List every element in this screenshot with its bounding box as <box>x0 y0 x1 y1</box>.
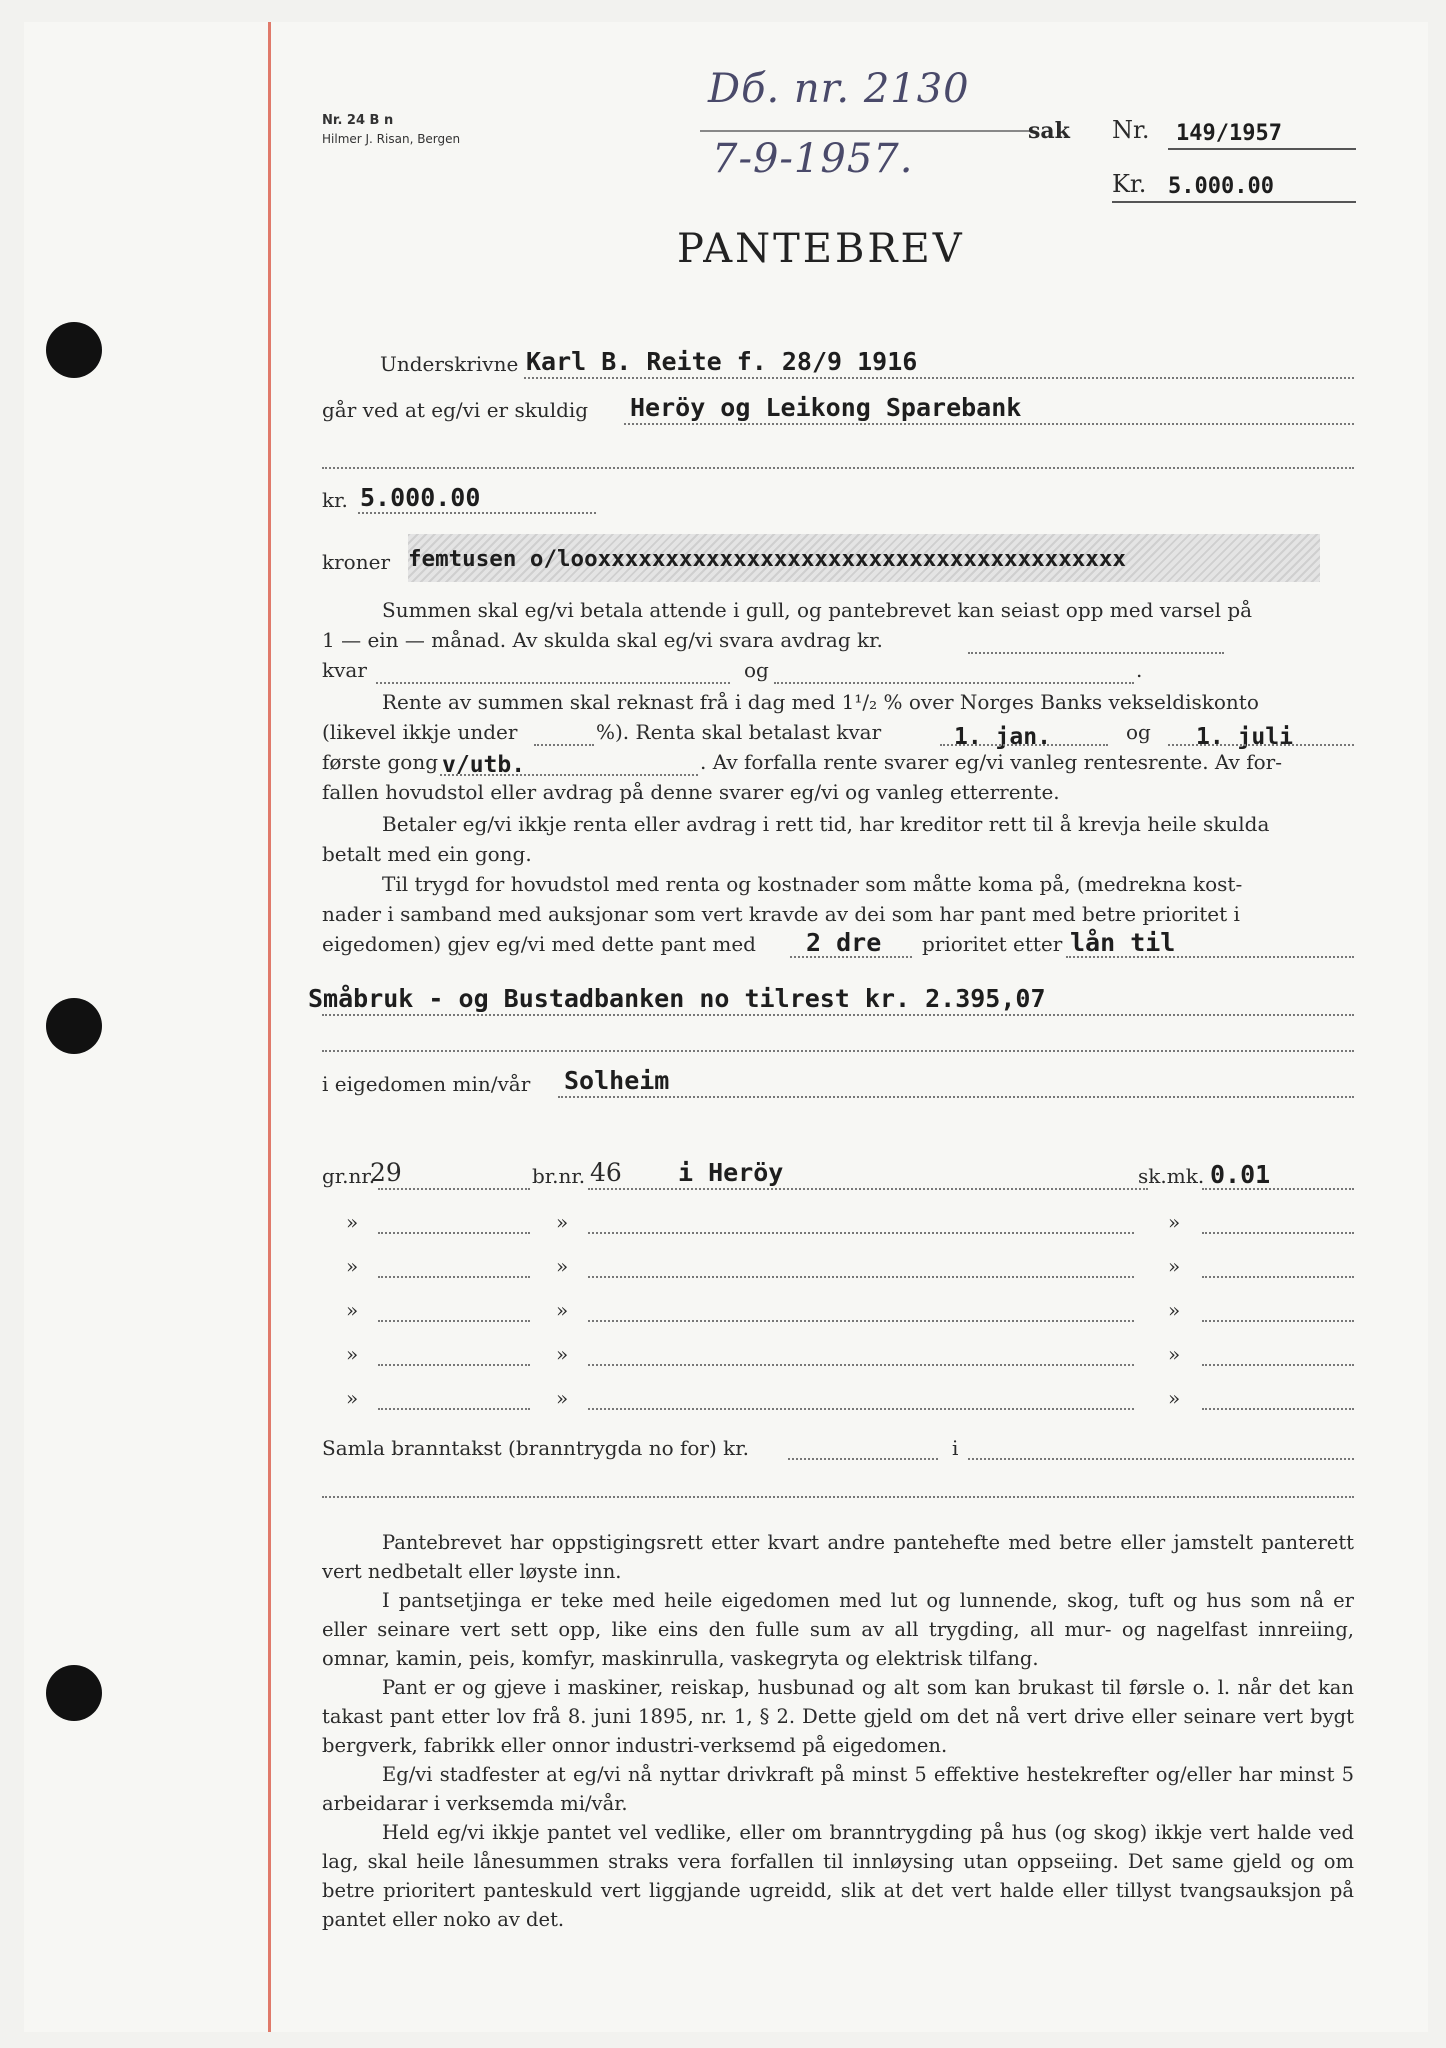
betaler-line-2: betalt med ein gong. <box>322 842 532 866</box>
case-kr-value: 5.000.00 <box>1168 174 1274 199</box>
amount-kr-value: 5.000.00 <box>360 483 481 512</box>
ditto-rule <box>1202 1364 1354 1366</box>
amount-kr-label: kr. <box>322 488 348 512</box>
ditto-mark: » <box>346 1254 359 1278</box>
ditto-rule <box>1202 1232 1354 1234</box>
underskrivne-value: Karl B. Reite f. 28/9 1916 <box>526 347 918 376</box>
ditto-mark: » <box>1168 1342 1181 1366</box>
skmk-rule <box>1202 1188 1354 1190</box>
avdrag-rule <box>968 652 1224 654</box>
case-kr-label: Kr. <box>1112 170 1147 198</box>
ditto-mark: » <box>1168 1254 1181 1278</box>
ditto-rule <box>588 1408 1134 1410</box>
paragraph-oppstigingsrett: Pantebrevet har oppstigingsrett etter kvart andre pantehefte med betre eller jamstelt panterett vert nedbetalt eller løyste inn. <box>322 1531 1354 1583</box>
kvar-rule <box>376 682 730 684</box>
printer-name: Hilmer J. Risan, Bergen <box>322 132 461 146</box>
og-label: og <box>744 658 769 682</box>
ditto-rule <box>588 1320 1134 1322</box>
interest-date-2-rule <box>1168 744 1354 746</box>
creditor-value: Heröy og Leikong Sparebank <box>630 393 1022 422</box>
ditto-rule <box>378 1364 530 1366</box>
ditto-rule <box>1202 1408 1354 1410</box>
ditto-mark: » <box>556 1210 569 1234</box>
underskrivne-label: Underskrivne <box>380 352 519 376</box>
branntakst-place-rule <box>968 1458 1354 1460</box>
ditto-rule <box>378 1276 530 1278</box>
punch-hole-bottom <box>46 1665 102 1721</box>
ditto-rule <box>588 1232 1134 1234</box>
paragraph-vedlikehald: Held eg/vi ikkje pantet vel vedlike, eller om branntrygding på hus (og skog) ikkje vert halde ved lag, skal heile lånesummen straks vera forfallen til innløysing utan oppseiing. Det same gjeld og om betre prioritert panteskuld vert liggjande ugreidd, slik at det vert halde eller tillyst tvangsauksjon på pantet eller noko av det. <box>322 1821 1354 1931</box>
branntakst-rule <box>788 1458 938 1460</box>
ditto-mark: » <box>346 1342 359 1366</box>
ditto-rule <box>1202 1276 1354 1278</box>
ditto-mark: » <box>1168 1298 1181 1322</box>
prioritet-after: lån til <box>1070 928 1176 957</box>
case-kr-rule <box>1112 201 1356 203</box>
kvar-label: kvar <box>322 658 367 682</box>
margin-line <box>268 22 271 2032</box>
interest-date-1-rule <box>940 744 1108 746</box>
ditto-rule <box>1202 1320 1354 1322</box>
grnr-value: 29 <box>370 1158 402 1187</box>
grnr-rule <box>378 1188 530 1190</box>
rente-line-2a: (likevel ikkje under <box>322 720 518 744</box>
interest-date-1: 1. jan. <box>954 724 1051 750</box>
brnr-rule <box>588 1188 1148 1190</box>
terms-line-1: Summen skal eg/vi betala attende i gull, og pantebrevet kan seiast opp med varsel på <box>382 598 1253 622</box>
place-value: i Heröy <box>678 1158 784 1187</box>
forfallen-line: fallen hovudstol eller avdrag på denne svarer eg/vi og vanleg etterrente. <box>322 780 1060 804</box>
branntakst-i: i <box>952 1436 959 1460</box>
ditto-mark: » <box>1168 1210 1181 1234</box>
minimum-rate-rule <box>534 744 594 746</box>
ditto-mark: » <box>556 1342 569 1366</box>
form-code: Nr. 24 B n <box>322 113 394 128</box>
brnr-value: 46 <box>590 1158 622 1187</box>
ditto-mark: » <box>346 1210 359 1234</box>
skuldig-label: går ved at eg/vi er skuldig <box>322 398 589 422</box>
forste-rest: . Av forfalla rente svarer eg/vi vanleg rentesrente. Av for- <box>700 750 1282 774</box>
ditto-mark: » <box>556 1298 569 1322</box>
paragraph-maskiner: Pant er og gjeve i maskiner, reiskap, husbunad og alt som kan brukast til førsle o. l. når det kan takast pant etter lov frå 8. juni 1895, nr. 1, § 2. Dette gjeld om det nå vert drive eller seinare vert bygt bergverk, fabrikk eller onnor industri-verksemd på eigedomen. <box>322 1676 1354 1757</box>
paragraph-drivkraft: Eg/vi stadfester at eg/vi nå nyttar drivkraft på minst 5 effektive hestekrefter og/eller har minst 5 arbeidarar i verksemda mi/vår. <box>322 1763 1354 1815</box>
eigedom-value: Solheim <box>564 1066 670 1095</box>
branntakst-rule-2 <box>322 1496 1354 1498</box>
legal-text <box>322 1528 1354 1934</box>
eigedom-label: i eigedomen min/vår <box>322 1072 531 1096</box>
prioritet-label: prioritet etter <box>922 932 1063 956</box>
og-rule <box>774 682 1134 684</box>
kroner-value: femtusen o/looxxxxxxxxxxxxxxxxxxxxxxxxxxxxxxxxxxxxxxx <box>408 546 1126 572</box>
trygd-line-3: eigedomen) gjev eg/vi med dette pant med <box>322 932 756 956</box>
dagbok-rule <box>700 130 1030 132</box>
prioritet-rule <box>790 956 912 958</box>
brnr-label: br.nr. <box>532 1164 586 1188</box>
underskrivne-rule <box>524 377 1354 379</box>
eigedom-rule <box>558 1096 1354 1098</box>
handwritten-date: 7-9-1957. <box>712 136 914 182</box>
forste-value: v/utb. <box>442 752 526 778</box>
document-title: PANTEBREV <box>677 226 965 272</box>
terms-line-2: 1 — ein — månad. Av skulda skal eg/vi svara avdrag kr. <box>322 628 883 652</box>
grnr-label: gr.nr. <box>322 1164 376 1188</box>
punch-hole-middle <box>46 998 102 1054</box>
case-nr-label: Nr. <box>1112 116 1150 144</box>
handwritten-dagbok-number: Dб. nr. 2130 <box>708 66 970 112</box>
trygd-line-2: nader i samband med auksjonar som vert kravde av dei som har pant med betre prioritet i <box>322 902 1240 926</box>
forste-label: første gong <box>322 750 439 774</box>
ditto-mark: » <box>346 1298 359 1322</box>
ditto-mark: » <box>556 1254 569 1278</box>
ditto-mark: » <box>346 1386 359 1410</box>
skmk-label: sk.mk. <box>1138 1164 1205 1188</box>
ditto-rule <box>588 1364 1134 1366</box>
prioritet-line-2: Småbruk - og Bustadbanken no tilrest kr. 2.395,07 <box>308 984 1046 1013</box>
prioritet-line-3-rule <box>322 1050 1354 1052</box>
sak-label: sak <box>1028 118 1070 144</box>
betaler-line-1: Betaler eg/vi ikkje renta eller avdrag i rett tid, har kreditor rett til å krevja heile skulda <box>382 812 1270 836</box>
period-mark: . <box>1136 658 1143 682</box>
prioritet-after-rule <box>1066 956 1354 958</box>
forste-rule <box>440 774 698 776</box>
rente-line-1: Rente av summen skal reknast frå i dag med 1¹/₂ % over Norges Banks vekseldiskonto <box>382 690 1259 714</box>
ditto-mark: » <box>556 1386 569 1410</box>
creditor-rule-2 <box>322 467 1354 469</box>
kroner-label: kroner <box>322 550 390 574</box>
prioritet-line-2-rule <box>322 1014 1354 1016</box>
skmk-value: 0.01 <box>1210 1160 1271 1189</box>
interest-date-2: 1. juli <box>1196 724 1293 750</box>
ditto-rule <box>378 1408 530 1410</box>
ditto-rule <box>378 1232 530 1234</box>
ditto-mark: » <box>1168 1386 1181 1410</box>
case-nr-rule <box>1168 148 1356 150</box>
ditto-rule <box>588 1276 1134 1278</box>
case-nr-value: 149/1957 <box>1176 121 1282 146</box>
punch-hole-top <box>46 322 102 378</box>
branntakst-label: Samla branntakst (branntrygda no for) kr. <box>322 1436 749 1460</box>
rente-line-2b: %). Renta skal betalast kvar <box>596 720 882 744</box>
amount-kr-rule <box>358 512 596 514</box>
og2-label: og <box>1126 720 1151 744</box>
trygd-line-1: Til trygd for hovudstol med renta og kostnader som måtte koma på, (medrekna kost- <box>382 872 1243 896</box>
ditto-rule <box>378 1320 530 1322</box>
paragraph-pantsetjinga: I pantsetjinga er teke med heile eigedomen med lut og lunnende, skog, tuft og hus som nå er eller seinare vert sett opp, like eins den fulle sum av all trygding, all mur- og nagelfast innreiing, omnar, kamin, peis, komfyr, maskinrulla, vaskegryta og elektrisk tilfang. <box>322 1589 1354 1670</box>
prioritet-value: 2 dre <box>806 928 882 957</box>
creditor-rule <box>624 423 1354 425</box>
